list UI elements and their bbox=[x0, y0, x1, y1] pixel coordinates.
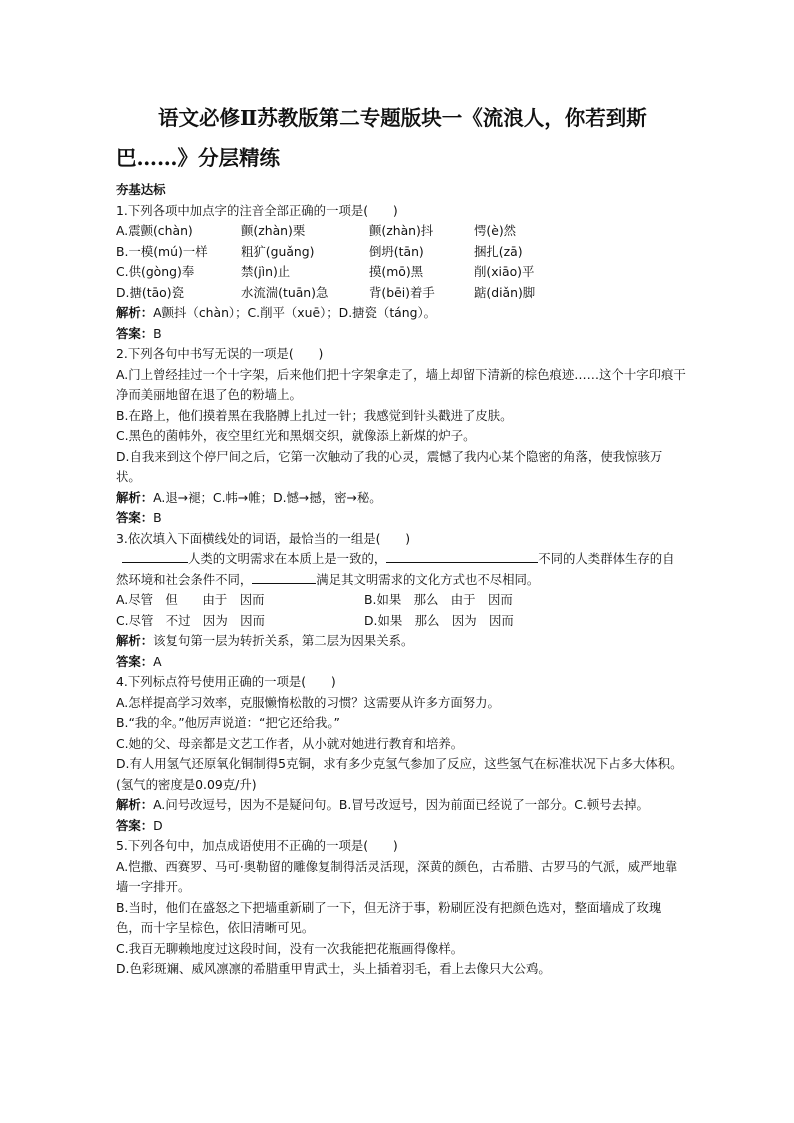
question-2-analysis bbox=[116, 488, 686, 509]
document-body bbox=[116, 180, 686, 980]
q5-option-a: A.恺撒、西赛罗、马可·奥勒留的雕像复制得活灵活现，深黄的颜色，古希腊、古罗马的气派，威严地靠墙一字排开。 bbox=[116, 858, 678, 894]
answer-label: 答案： bbox=[116, 817, 154, 833]
answer-label: 答案： bbox=[116, 325, 154, 341]
answer-value: A bbox=[153, 653, 162, 669]
q1-option-d-4: 踮(diǎn)脚 bbox=[474, 284, 536, 300]
q1-option-b-3: 倒坍(tān) bbox=[369, 243, 424, 259]
q1-option-d-2: 水流湍(tuān)急 bbox=[241, 284, 329, 300]
question-3-passage bbox=[116, 549, 686, 590]
fill-blank-3 bbox=[252, 570, 316, 584]
analysis-text: A颤抖（chàn）；C.削平（xuē）；D.搪瓷（táng）。 bbox=[153, 305, 437, 320]
q5-option-d: D.色彩斑斓、威风凛凛的希腊重甲胄武士，头上插着羽毛，看上去像只大公鸡。 bbox=[116, 961, 551, 976]
q1-option-d-3: 背(bēi)着手 bbox=[369, 284, 435, 300]
question-1-analysis bbox=[116, 303, 686, 324]
q2-option-a: A.门上曾经挂过一个十字架，后来他们把十字架拿走了，墙上却留下清新的棕色痕迹……这个十字印痕干净而美丽地留在退了色的粉墙上。 bbox=[116, 366, 686, 402]
document-title bbox=[116, 98, 686, 178]
passage-part-1: 人类的文明需求在本质上是一致的， bbox=[188, 551, 387, 566]
analysis-text: A.退→褪；C.帏→帷；D.憾→撼，密→秘。 bbox=[153, 489, 382, 505]
question-4-answer bbox=[116, 816, 686, 837]
question-3-answer bbox=[116, 652, 686, 673]
q2-option-d: D.自我来到这个停尸间之后，它第一次触动了我的心灵，震憾了我内心某个隐密的角落，使我惊骇万状。 bbox=[116, 448, 663, 484]
q1-option-a-1: A.震颤(chàn) bbox=[116, 223, 193, 238]
title-line-1: 语文必修Ⅱ苏教版第二专题版块一《流浪人，你若到斯 bbox=[158, 106, 647, 130]
section-heading: 夯基达标 bbox=[116, 182, 166, 197]
q3-option-b: B.如果 那么 由于 因而 bbox=[364, 592, 513, 607]
q1-option-d-1: D.搪(tāo)瓷 bbox=[116, 284, 184, 300]
analysis-text: 该复句第一层为转折关系，第二层为因果关系。 bbox=[153, 633, 414, 648]
question-5-stem: 5.下列各句中，加点成语使用不正确的一项是( ) bbox=[116, 838, 398, 853]
title-line-2: 巴……》分层精练 bbox=[116, 146, 280, 170]
q4-option-a: A.怎样提高学习效率，克服懒惰松散的习惯？这需要从许多方面努力。 bbox=[116, 694, 500, 710]
analysis-label: 解析： bbox=[116, 489, 154, 505]
question-2-answer bbox=[116, 508, 686, 529]
q4-option-d: D.有人用氢气还原氧化铜制得5克铜，求有多少克氢气参加了反应，这些氢气在标准状况下占多大体积。(氢气的密度是0.09克/升) bbox=[116, 756, 683, 792]
analysis-text: A.问号改逗号，因为不是疑问句。B.冒号改逗号，因为前面已经说了一部分。C.顿号去掉。 bbox=[153, 797, 649, 812]
q5-option-c: C.我百无聊赖地度过这段时间，没有一次我能把花瓶画得像样。 bbox=[116, 940, 464, 956]
q1-option-b-4: 捆扎(zā) bbox=[474, 243, 523, 259]
question-3-options bbox=[116, 590, 686, 631]
q4-option-b: B.“我的伞。”他厉声说道：“把它还给我。” bbox=[116, 715, 340, 730]
q1-option-a-4: 愕(è)然 bbox=[474, 223, 517, 238]
q1-option-a-3: 颤(zhàn)抖 bbox=[369, 223, 434, 238]
q5-option-b: B.当时，他们在盛怒之下把墙重新刷了一下，但无济于事，粉刷匠没有把颜色选对，整面墙成了玫瑰色，而十字呈棕色，依旧清晰可见。 bbox=[116, 899, 662, 935]
answer-label: 答案： bbox=[116, 653, 154, 669]
question-1-stem: 1.下列各项中加点字的注音全部正确的一项是( ) bbox=[116, 202, 398, 218]
q3-option-d: D.如果 那么 因为 因而 bbox=[364, 612, 514, 628]
passage-part-3: 满足其文明需求的文化方式也不尽相同。 bbox=[316, 571, 540, 587]
q2-option-c: C.黑色的菌帏外，夜空里红光和黑烟交织，就像添上新煤的炉子。 bbox=[116, 428, 476, 443]
q1-option-a-2: 颤(zhàn)栗 bbox=[241, 223, 306, 238]
answer-label: 答案： bbox=[116, 510, 154, 525]
q1-option-c-3: 摸(mō)黑 bbox=[369, 264, 424, 279]
question-3-analysis bbox=[116, 631, 686, 652]
answer-value: B bbox=[153, 325, 162, 341]
analysis-label: 解析： bbox=[116, 305, 154, 320]
q1-option-c-2: 禁(jìn)止 bbox=[241, 264, 291, 279]
answer-value: D bbox=[153, 817, 163, 833]
analysis-label: 解析： bbox=[116, 633, 154, 648]
question-1-options bbox=[116, 221, 686, 303]
question-1-answer bbox=[116, 324, 686, 345]
question-3-stem: 3.依次填入下面横线处的词语，最恰当的一组是( ) bbox=[116, 530, 411, 546]
q3-option-c: C.尽管 不过 因为 因而 bbox=[116, 612, 265, 628]
q3-option-a: A.尽管 但 由于 因而 bbox=[116, 592, 265, 607]
q1-option-c-1: C.供(gòng)奉 bbox=[116, 264, 195, 279]
analysis-label: 解析： bbox=[116, 797, 154, 812]
fill-blank-1 bbox=[122, 549, 188, 563]
question-2-stem: 2.下列各句中书写无误的一项是( ) bbox=[116, 346, 324, 361]
q1-option-b-1: B.一模(mú)一样 bbox=[116, 243, 208, 259]
passage-part-2: 不同的人类群体生存的自然环境和社会条件不同， bbox=[116, 551, 675, 587]
question-4-analysis bbox=[116, 795, 686, 816]
answer-value: B bbox=[153, 510, 162, 525]
q4-option-c: C.她的父、母亲都是文艺工作者，从小就对她进行教育和培养。 bbox=[116, 735, 464, 751]
q2-option-b: B.在路上，他们摸着黑在我胳膊上扎过一针；我感觉到针头戳进了皮肤。 bbox=[116, 407, 513, 423]
question-4-stem: 4.下列标点符号使用正确的一项是( ) bbox=[116, 674, 336, 689]
q1-option-c-4: 削(xiāo)平 bbox=[474, 264, 535, 279]
fill-blank-2 bbox=[386, 549, 538, 563]
q1-option-b-2: 粗犷(guǎng) bbox=[241, 243, 315, 259]
